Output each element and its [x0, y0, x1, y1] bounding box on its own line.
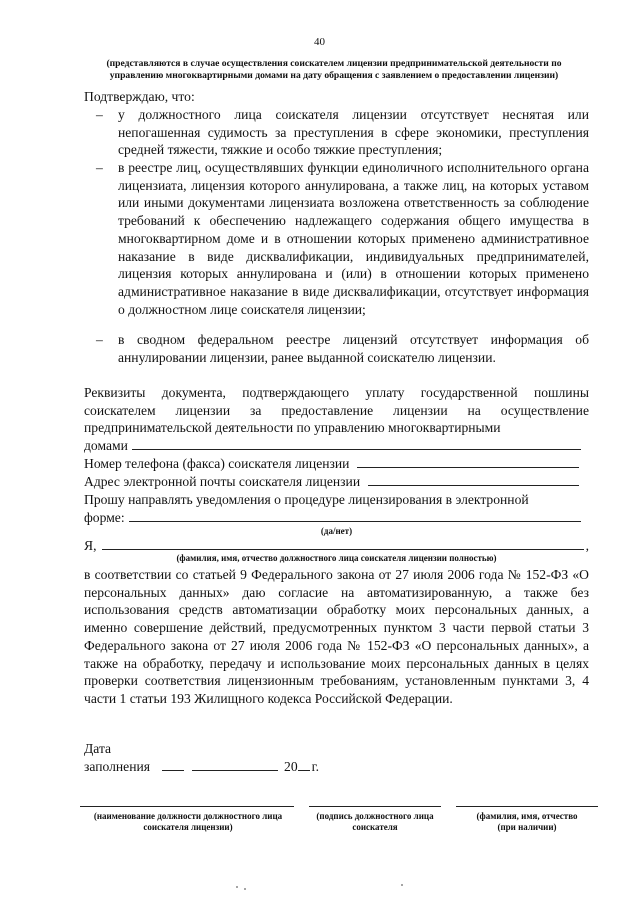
name-caption: (фамилия, имя, отчество (при наличии) [476, 811, 578, 832]
date-field[interactable] [84, 758, 344, 776]
bullet-dash: – [96, 332, 103, 347]
year-input-line[interactable] [298, 758, 310, 771]
bullet-item [84, 106, 589, 159]
signature-line[interactable] [309, 806, 441, 807]
bullet-text: у должностного лица соискателя лицензии отсутствует неснятая или непогашенная судимость за преступления в сфере экономики, преступления средней тяжести, тяжкие и особо тяжкие преступления; [118, 107, 589, 158]
scan-speck [236, 886, 238, 888]
phone-label: Номер телефона (факса) соискателя лицензии [84, 456, 350, 471]
bullet-item [84, 159, 589, 318]
note-top: (представляются в случае осуществления соискателем лицензии предпринимательской деятельности по управлению многоквартирными домами на дату обращения с заявлением о предоставлении лицензии) [106, 58, 562, 81]
scan-speck [244, 888, 246, 890]
bullet-dash: – [96, 107, 103, 122]
month-input-line[interactable] [192, 758, 278, 771]
signature-caption: (подпись должностного лица соискателя [316, 811, 434, 832]
ya-label: Я, [84, 538, 97, 553]
form-label: форме: [84, 510, 125, 525]
yes-no-caption: (да/нет) [320, 526, 353, 536]
consent-text: в соответствии со статьей 9 Федерального закона от 27 июля 2006 года № 152-ФЗ «О персональных данных» даю согласие на автоматизированную, а также без использования средств автоматизации обработку моих персональных данных, а именно совершение действий, предусмотренных пунктом 3 части первой статьи 3 Федерального закона от 27 июля 2006 года № 152-ФЗ «О персональных данных», а также на обработку, передачу и использование моих персональных данных в целях проверки соответствия лицензионным требованиям, установленным пунктами 3, 4 части 1 статьи 193 Жилищного кодекса Российской Федерации. [84, 567, 589, 706]
notify-text: Прошу направлять уведомления о процедуре лицензирования в электронной [84, 492, 529, 507]
requisites-input-line[interactable] [132, 437, 581, 450]
year-suffix: г. [311, 759, 320, 774]
position-caption: (наименование должности должностного лица соискателя лицензии) [93, 811, 283, 832]
confirm-intro: Подтверждаю, что: [84, 89, 195, 104]
name-signature-line[interactable] [456, 806, 598, 807]
requisites-last-label: домами [84, 438, 128, 453]
bullet-item [84, 331, 589, 366]
page-number: 40 [314, 36, 325, 48]
requisites-field[interactable] [84, 437, 589, 455]
fio-caption: (фамилия, имя, отчество должностного лица соискателя лицензии полностью) [176, 553, 497, 563]
bullet-dash: – [96, 160, 103, 175]
fio-input-line[interactable] [102, 537, 583, 550]
email-label: Адрес электронной почты соискателя лицензии [84, 474, 361, 489]
phone-field[interactable] [84, 455, 589, 473]
year-prefix: 20 [284, 759, 298, 774]
bullet-text: в реестре лиц, осуществлявших функции единоличного исполнительного органа лицензиата, лицензия которого аннулирована, а также лиц, на которых уставом или иными документами лицензиата возложена ответственность за соблюдение требований к обеспечению надлежащего содержания общего имущества в многоквартирном доме и в отношении которых применено административное наказание в виде дисквалификации, индивидуальных предпринимателей, лицензия которых аннулирована и (или) в отношении которых применено административное наказание в виде дисквалификации, отсутствует информация о должностном лице соискателя лицензии; [118, 160, 589, 317]
fio-comma: , [585, 538, 589, 553]
bullet-text: в сводном федеральном реестре лицензий отсутствует информация об аннулировании лицензии, ранее выданной соискателю лицензии. [118, 332, 589, 365]
date-label: Дата [84, 741, 112, 756]
day-input-line[interactable] [162, 758, 184, 771]
requisites-text: Реквизиты документа, подтверждающего уплату государственной пошлины соискателем лицензии за предоставление лицензии на осуществление предпринимательской деятельности по управлению многоквартирными [84, 385, 589, 436]
scan-speck [401, 884, 403, 886]
yes-no-input-line[interactable] [129, 509, 581, 522]
email-field[interactable] [84, 473, 589, 491]
notify-form-field[interactable] [84, 509, 589, 527]
email-input-line[interactable] [368, 473, 579, 486]
date-fill-label: заполнения [84, 759, 151, 774]
position-signature-line[interactable] [80, 806, 294, 807]
phone-input-line[interactable] [357, 455, 579, 468]
